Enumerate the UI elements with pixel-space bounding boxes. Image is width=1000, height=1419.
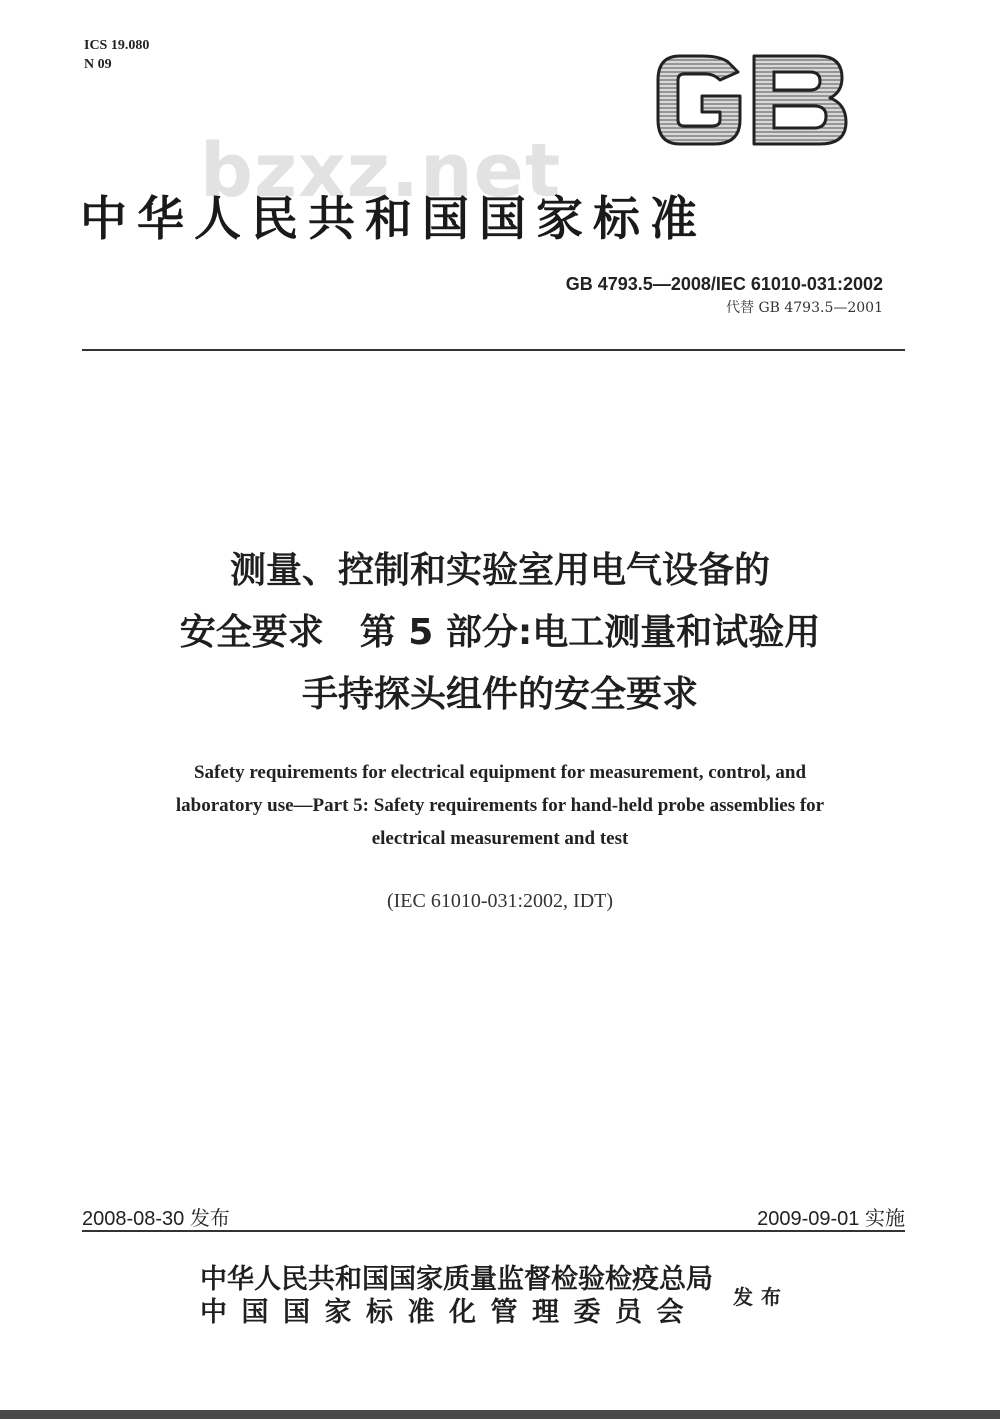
ics-code: ICS 19.080 (84, 38, 150, 53)
date-row (82, 1202, 905, 1228)
issue-date: 2008-08-30 发布 (82, 1208, 230, 1230)
english-title-line: laboratory use—Part 5: Safety requirements for hand-held probe assemblies for (175, 795, 825, 816)
class-code: N 09 (84, 57, 112, 72)
page-bottom-edge (0, 1410, 1000, 1419)
gb-logo-icon (650, 50, 850, 150)
chinese-title-line: 安全要求 第 5 部分:电工测量和试验用 (179, 612, 821, 653)
equivalence-note: (IEC 61010-031:2002, IDT) (386, 890, 614, 912)
watermark: bzxz.net (200, 128, 562, 214)
chinese-title-line: 手持探头组件的安全要求 (301, 674, 698, 715)
logo-text: GB (650, 50, 652, 51)
english-title-line: Safety requirements for electrical equipment for measurement, control, and (193, 762, 807, 783)
classification-codes (84, 36, 149, 74)
issuing-authorities (200, 1263, 713, 1329)
issuer-line: 中华人民共和国国家质量监督检验检疫总局 (200, 1264, 713, 1295)
national-standard-title: 中华人民共和国国家标准 (80, 192, 707, 247)
replaces-standard: 代替 GB 4793.5—2001 (726, 300, 883, 316)
english-title-line: electrical measurement and test (371, 828, 629, 849)
chinese-title-line: 测量、控制和实验室用电气设备的 (229, 550, 770, 591)
header-divider (82, 349, 905, 351)
issuer-line: 中国国家标准化管理委员会 (200, 1297, 698, 1328)
publish-label: 发布 (733, 1285, 789, 1309)
standard-number: GB 4793.5—2008/IEC 61010-031:2002 (565, 274, 883, 294)
footer-divider (82, 1230, 905, 1232)
effective-date: 2009-09-01 实施 (757, 1208, 905, 1230)
english-title (60, 756, 940, 855)
chinese-title (60, 540, 940, 726)
